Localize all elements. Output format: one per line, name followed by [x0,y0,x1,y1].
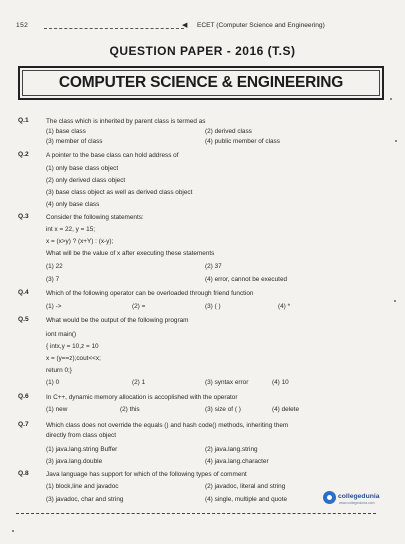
question-text: What would be the output of the following program [46,317,189,324]
question-text-continued: What will be the value of x after executing these statements [46,250,215,257]
option: (2) javadoc, literal and string [205,483,286,490]
question-number: Q.3 [18,213,29,220]
option: (4) java.lang.character [205,458,269,465]
question-number: Q.4 [18,289,29,296]
question-text: A pointer to the base class can hold address of [46,152,179,159]
question-text: Which of the following operator can be overloaded through friend function [46,290,254,297]
header-dash-rule [44,28,184,29]
option: (1) 0 [46,379,60,386]
question-number: Q.2 [18,151,29,158]
option: (3) size of ( ) [205,406,241,413]
option: (2) only derived class object [46,177,126,184]
question-number: Q.8 [18,470,29,477]
subject-title: COMPUTER SCIENCE & ENGINEERING [58,74,344,91]
logo-tagline: www.collegedunia.com [339,501,375,505]
code-line: x = (x>y) ? (x+Y) : (x-y); [46,238,114,245]
option: (3) syntax error [205,379,249,386]
running-header [14,22,393,34]
header-title: ECET (Computer Science and Engineering) [197,22,325,29]
question-number: Q.6 [18,393,29,400]
option: (4) delete [272,406,299,413]
option: (4) 10 [272,379,289,386]
footer-dash-rule [16,513,376,514]
page-number: 152 [16,22,29,29]
option: (1) base class [46,128,86,135]
option: (3) javadoc, char and string [46,496,124,503]
question-text: Consider the following statements: [46,214,144,221]
option: (1) only base class object [46,165,119,172]
code-line: { intx,y = 10,z = 10 [46,343,99,350]
option: (4) * [278,303,291,310]
option: (1) -> [46,303,62,310]
option: (4) single, multiple and quote [205,496,288,503]
option: (2) derived class [205,128,252,135]
question-text: The class which is inherited by parent class is termed as [46,118,206,125]
collegedunia-logo [323,489,387,509]
code-line: x = (y==z);cout<<x; [46,355,101,362]
question-text: Which class does not override the equals () and hash code() methods, inheriting them [46,422,289,429]
option: (1) 22 [46,263,63,270]
option: (3) 7 [46,276,60,283]
scan-speck [395,140,397,142]
question-text: Java language has support for which of the following types of comment [46,471,247,478]
option: (2) 37 [205,263,222,270]
logo-name: collegedunia [338,493,380,500]
option: (2) = [132,303,146,310]
question-number: Q.5 [18,316,29,323]
code-line: return 0;} [46,367,72,374]
option: (2) java.lang.string [205,446,258,453]
option: (3) ( ) [205,303,221,310]
option: (3) base class object as well as derived class object [46,189,193,196]
code-line: int x = 22, y = 15; [46,226,96,233]
option: (2) this [120,406,140,413]
header-arrow-icon: ◀ [182,22,188,29]
question-text-continued: directly from class object [46,432,116,439]
option: (1) new [46,406,68,413]
scan-speck [394,300,396,302]
option: (1) block,line and javadoc [46,483,119,490]
option: (4) error, cannot be executed [205,276,288,283]
scan-speck [12,530,14,532]
scan-speck [390,98,392,100]
subject-banner [18,66,384,100]
logo-mark-icon [323,491,336,504]
option: (3) java.lang.double [46,458,103,465]
paper-title: QUESTION PAPER - 2016 (T.S) [109,44,296,58]
question-number: Q.1 [18,117,29,124]
option: (2) 1 [132,379,146,386]
option: (4) public member of class [205,138,280,145]
question-text: In C++, dynamic memory allocation is accoplished with the operator [46,394,238,401]
code-line: iont main() [46,331,77,338]
option: (1) java.lang.string Buffer [46,446,118,453]
question-number: Q.7 [18,421,29,428]
option: (4) only base class [46,201,100,208]
option: (3) member of class [46,138,103,145]
